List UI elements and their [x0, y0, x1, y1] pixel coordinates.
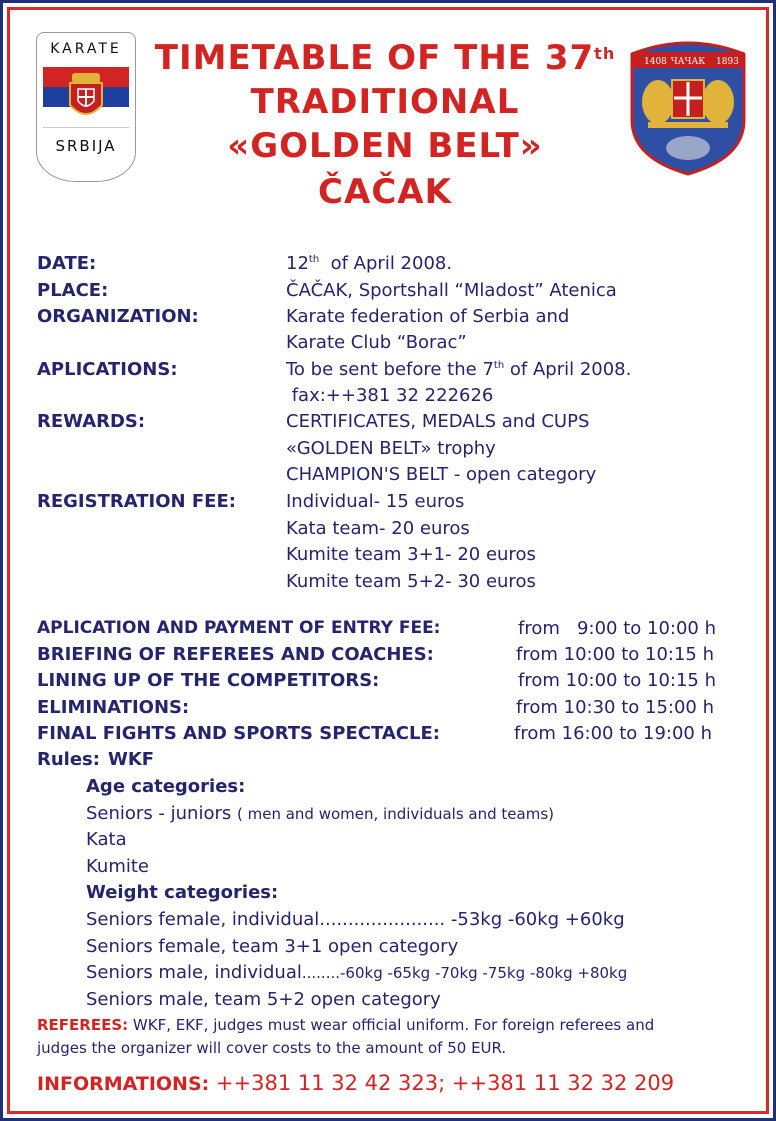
crest-center-text: ЧАЧАК [670, 57, 706, 67]
date-label: DATE: [37, 253, 97, 274]
title-line-1 [150, 36, 620, 80]
date-rest: of April 2008. [319, 253, 453, 274]
schedule-label-5: FINAL FIGHTS AND SPORTS SPECTACLE: [37, 723, 440, 744]
title-line-3: «GOLDEN BELT» [227, 126, 543, 166]
schedule-label-3: LINING UP OF THE COMPETITORS: [37, 670, 380, 691]
referees-line-1 [37, 1016, 654, 1034]
title-line-2: TRADITIONAL [250, 82, 520, 122]
referees-label: REFEREES: [37, 1016, 129, 1034]
schedule-time-1: from 9:00 to 10:00 h [518, 618, 716, 639]
schedule-label-1: APLICATION AND PAYMENT OF ENTRY FEE: [37, 618, 441, 638]
title-line-4: ČAČAK [318, 172, 452, 212]
date-sup: th [308, 254, 320, 265]
weight-line-4: Seniors male, team 5+2 open category [86, 989, 441, 1010]
schedule-label-4: ELIMINATIONS: [37, 697, 190, 718]
age-line-3: Kumite [86, 856, 149, 877]
referees-text-1: WKF, EKF, judges must wear official uniform. For foreign referees and [128, 1016, 655, 1034]
referees-line-2: judges the organizer will cover costs to the amount of 50 EUR. [37, 1039, 507, 1057]
cacak-crest-icon [628, 36, 748, 176]
age-line-2: Kata [86, 829, 127, 850]
age-line-1-main: Seniors - juniors [86, 803, 237, 824]
weight-line-2: Seniors female, team 3+1 open category [86, 936, 459, 957]
crest-right-year: 1893 [716, 57, 739, 67]
rewards-label: REWARDS: [37, 411, 146, 432]
logo-top-text: KARATE [50, 41, 122, 57]
organization-label: ORGANIZATION: [37, 306, 199, 327]
place-label: PLACE: [37, 280, 109, 301]
age-categories-heading: Age categories: [86, 776, 246, 797]
schedule-label-2: BRIEFING OF REFEREES AND COACHES: [37, 644, 434, 665]
weight-line-3-values: ........-60kg -65kg -70kg -75kg -80kg +80kg [301, 964, 628, 982]
weight-line-3-main: Seniors male, individual [86, 962, 302, 983]
karate-srbija-logo [36, 32, 136, 182]
coat-of-arms-icon [68, 71, 104, 125]
applications-text-b: of April 2008. [504, 359, 632, 380]
rewards-value-1: CERTIFICATES, MEDALS and CUPS [286, 411, 590, 432]
informations-value: ++381 11 32 42 323; ++381 11 32 32 209 [209, 1071, 675, 1095]
informations-label: INFORMATIONS: [37, 1073, 210, 1095]
weight-line-3 [86, 962, 627, 983]
title-line-1-text: TIMETABLE OF THE 37 [154, 38, 595, 78]
place-value: ČAČAK, Sportshall “Mladost” Atenica [286, 280, 617, 301]
fee-value-2: Kata team- 20 euros [286, 518, 470, 539]
applications-sup: th [493, 360, 505, 371]
informations-line [37, 1071, 674, 1095]
crest-left-year: 1408 [644, 57, 667, 67]
rewards-value-3: CHAMPION'S BELT - open category [286, 464, 597, 485]
weight-categories-heading: Weight categories: [86, 882, 279, 903]
fee-value-1: Individual- 15 euros [286, 491, 465, 512]
date-day: 12 [286, 253, 309, 274]
fee-value-3: Kumite team 3+1- 20 euros [286, 544, 536, 565]
organization-value-2: Karate Club “Borac” [286, 332, 467, 353]
rewards-value-2: «GOLDEN BELT» trophy [286, 438, 496, 459]
date-value [286, 253, 452, 274]
fee-label: REGISTRATION FEE: [37, 491, 236, 512]
fee-value-4: Kumite team 5+2- 30 euros [286, 571, 536, 592]
schedule-time-3: from 10:00 to 10:15 h [518, 670, 716, 691]
schedule-time-2: from 10:00 to 10:15 h [516, 644, 714, 665]
organization-value-1: Karate federation of Serbia and [286, 306, 570, 327]
schedule-time-4: from 10:30 to 15:00 h [516, 697, 714, 718]
title-line-1-sup: th [594, 44, 616, 63]
applications-value-1 [286, 359, 631, 380]
rules-label: Rules: [37, 749, 100, 770]
logo-bottom-text: SRBIJA [55, 137, 117, 155]
applications-text-a: To be sent before the 7 [286, 359, 494, 380]
rules-value: WKF [108, 749, 155, 770]
weight-line-1: Seniors female, individual...................... -53kg -60kg +60kg [86, 909, 625, 930]
applications-label: APLICATIONS: [37, 359, 178, 380]
age-line-1-note: ( men and women, individuals and teams) [236, 805, 554, 823]
applications-fax: fax:++381 32 222626 [286, 385, 494, 406]
age-line-1 [86, 803, 554, 824]
schedule-time-5: from 16:00 to 19:00 h [514, 723, 712, 744]
